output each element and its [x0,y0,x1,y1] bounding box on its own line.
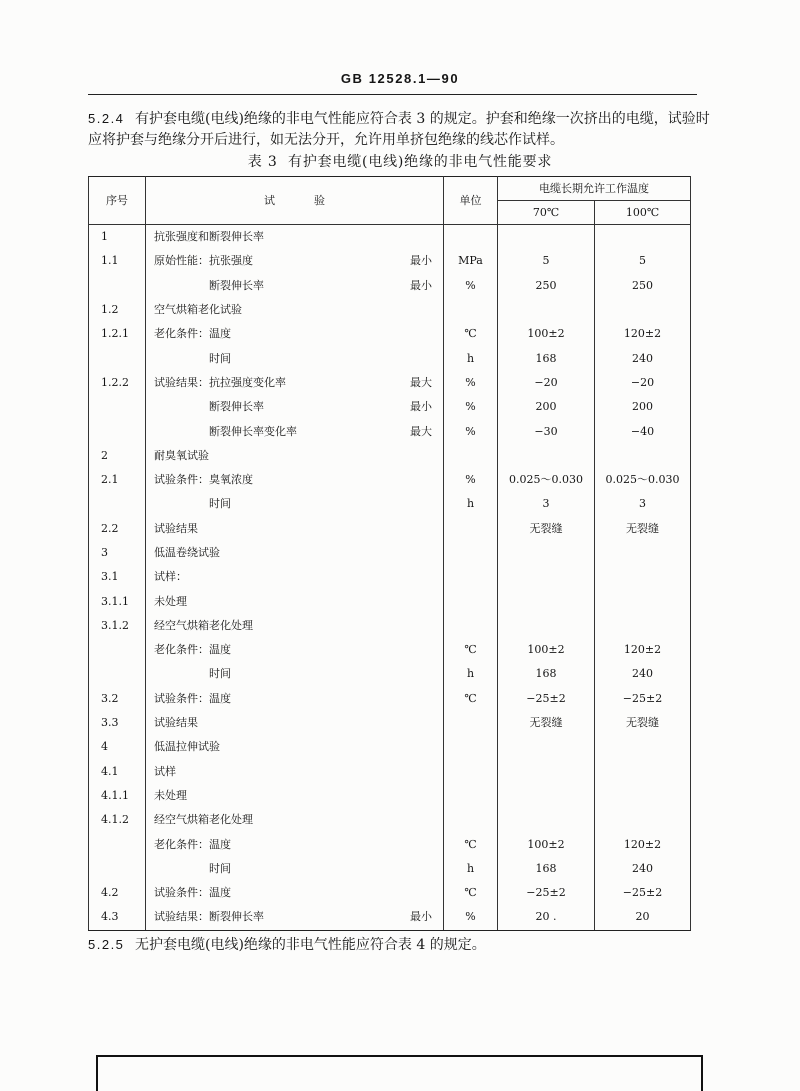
cell-test [146,687,444,711]
test-item-label: 试验结果：断裂伸长率 [154,910,264,924]
cell-value-70c: 250 [498,274,595,298]
test-item-label: 经空气烘箱老化处理 [154,813,253,827]
table-row [89,444,691,468]
header-rule [88,94,697,95]
header-test-label: 试验 [264,193,364,207]
cell-value-100c: 20 [595,905,691,930]
test-item [154,353,432,365]
cell-test [146,565,444,589]
cell-serial-number: 3.2 [89,687,146,711]
clause-number: 5.2.5 [88,937,125,952]
test-item-label: 空气烘箱老化试验 [154,303,242,317]
cell-unit [444,735,498,759]
cell-value-100c: 5 [595,249,691,273]
cell-test [146,832,444,856]
cell-serial-number: 4 [89,735,146,759]
cell-value-100c: −25±2 [595,881,691,905]
table-row [89,881,691,905]
cell-test [146,322,444,346]
cell-value-70c: 168 [498,662,595,686]
cell-value-100c: 240 [595,346,691,370]
cell-unit: h [444,662,498,686]
header-unit: 单位 [444,177,498,225]
cell-value-70c [498,444,595,468]
cell-serial-number: 4.1.1 [89,784,146,808]
cell-serial-number: 4.2 [89,881,146,905]
cell-test [146,905,444,930]
cell-unit [444,760,498,784]
test-item [154,474,432,486]
test-item [154,377,432,389]
cell-value-100c: −25±2 [595,687,691,711]
clause-text: 有护套电缆(电线)绝缘的非电气性能应符合表 3 的规定。护套和绝缘一次挤出的电缆，试验时 [135,111,710,127]
cell-serial-number: 3 [89,541,146,565]
cell-test [146,274,444,298]
test-item-label: 断裂伸长率 [209,278,264,292]
test-item [154,790,432,802]
cell-value-70c: −25±2 [498,687,595,711]
test-item [154,523,432,535]
table-row [89,662,691,686]
cell-test [146,444,444,468]
cell-test [146,225,444,250]
table-row [89,468,691,492]
cell-serial-number [89,419,146,443]
table-row [89,541,691,565]
header-temp-70c: 70℃ [498,201,595,225]
test-item-label: 试验条件：温度 [154,886,231,900]
cell-test [146,662,444,686]
cell-test [146,808,444,832]
cell-test [146,735,444,759]
cell-value-70c: 200 [498,395,595,419]
test-item [154,450,432,462]
cell-value-70c: 3 [498,492,595,516]
test-item [154,231,432,243]
cell-unit [444,444,498,468]
cell-serial-number [89,395,146,419]
cell-value-100c [595,589,691,613]
cell-unit: % [444,371,498,395]
test-item [154,911,432,923]
table-row [89,346,691,370]
table-row [89,784,691,808]
cell-serial-number [89,857,146,881]
cell-value-100c [595,225,691,250]
limit-label: 最小 [410,254,432,268]
cell-value-100c [595,614,691,638]
test-item-label: 试验结果 [154,521,198,535]
test-item [154,814,432,826]
table-row [89,371,691,395]
cell-test [146,298,444,322]
cell-value-70c: 5 [498,249,595,273]
header-temp-100c: 100℃ [595,201,691,225]
cell-value-100c: 250 [595,274,691,298]
cell-value-70c: 100±2 [498,638,595,662]
clause-line: 应将护套与绝缘分开后进行，如无法分开，允许用单挤包绝缘的线芯作试样。 [88,132,564,148]
cell-test [146,881,444,905]
test-item-label: 试验结果：抗拉强度变化率 [154,375,286,389]
cell-unit [444,298,498,322]
test-item [154,255,432,267]
cell-test [146,760,444,784]
cell-value-100c: 无裂缝 [595,711,691,735]
cell-value-100c: 240 [595,857,691,881]
table-row [89,249,691,273]
cell-value-70c: 20 . [498,905,595,930]
cell-value-100c [595,808,691,832]
test-item [154,498,432,510]
cell-test [146,249,444,273]
cell-test [146,419,444,443]
test-item [154,668,432,680]
cell-value-70c [498,589,595,613]
cell-test [146,541,444,565]
cell-unit: ℃ [444,322,498,346]
cell-unit [444,589,498,613]
cell-unit: h [444,492,498,516]
cell-test [146,346,444,370]
test-item-label: 老化条件：温度 [154,837,231,851]
cell-value-100c: 3 [595,492,691,516]
cell-serial-number [89,832,146,856]
cell-value-70c [498,735,595,759]
cell-value-100c [595,541,691,565]
cell-unit: ℃ [444,638,498,662]
table-row [89,565,691,589]
test-item-label: 试验条件：臭氧浓度 [154,473,253,487]
table-row [89,808,691,832]
table-row [89,322,691,346]
cell-serial-number: 1.1 [89,249,146,273]
test-item [154,280,432,292]
test-item [154,644,432,656]
table-row [89,711,691,735]
test-item-label: 老化条件：温度 [154,643,231,657]
table-body [89,225,691,931]
clause-5-2-5 [88,934,708,956]
table-row [89,832,691,856]
cell-serial-number: 3.3 [89,711,146,735]
cell-value-70c: 168 [498,857,595,881]
test-item-label: 试样： [154,570,187,584]
test-item [154,304,432,316]
cell-serial-number [89,662,146,686]
cell-value-100c: −20 [595,371,691,395]
cell-test [146,395,444,419]
test-item-label: 时间 [209,861,231,875]
cell-unit: ℃ [444,832,498,856]
cell-serial-number: 1.2.1 [89,322,146,346]
cell-value-100c: 120±2 [595,638,691,662]
limit-label: 最小 [410,400,432,414]
bottom-frame [96,1055,703,1091]
cell-test [146,711,444,735]
cell-unit [444,784,498,808]
cell-serial-number [89,638,146,662]
cell-test [146,857,444,881]
test-item-label: 试验结果 [154,716,198,730]
test-item [154,596,432,608]
test-item-label: 经空气烘箱老化处理 [154,618,253,632]
test-item-label: 老化条件：温度 [154,327,231,341]
cell-unit [444,614,498,638]
cell-unit [444,711,498,735]
cell-unit: h [444,857,498,881]
test-item-label: 低温卷绕试验 [154,546,220,559]
test-item [154,741,432,753]
table-row [89,638,691,662]
cell-unit: h [444,346,498,370]
limit-label: 最大 [410,424,432,438]
cell-value-70c [498,760,595,784]
clause-number: 5.2.4 [88,111,125,126]
test-item-label: 断裂伸长率变化率 [209,424,297,438]
cell-unit [444,517,498,541]
cell-value-70c: 0.025～0.030 [498,468,595,492]
header-temperature-group: 电缆长期允许工作温度 [498,177,691,201]
test-item-label: 时间 [209,667,231,681]
table-row [89,517,691,541]
cell-unit: % [444,395,498,419]
cell-serial-number: 4.1.2 [89,808,146,832]
table-row [89,614,691,638]
cell-value-100c: 120±2 [595,322,691,346]
cell-value-70c: −25±2 [498,881,595,905]
table-row [89,735,691,759]
cell-value-70c: −20 [498,371,595,395]
cell-serial-number: 1.2.2 [89,371,146,395]
test-item [154,766,432,778]
clause-line [88,108,708,130]
test-item-label: 试样 [154,764,176,778]
table-row [89,905,691,930]
cell-serial-number: 1 [89,225,146,250]
cell-value-70c: 168 [498,346,595,370]
test-item-label: 原始性能：抗张强度 [154,254,253,268]
cell-test [146,784,444,808]
test-item [154,620,432,632]
cell-value-100c: 无裂缝 [595,517,691,541]
test-item [154,571,432,583]
cell-value-70c: 100±2 [498,832,595,856]
cell-value-100c: 0.025～0.030 [595,468,691,492]
cell-value-100c: 120±2 [595,832,691,856]
cell-value-70c [498,225,595,250]
header-serial-number: 序号 [89,177,146,225]
cell-unit: MPa [444,249,498,273]
cell-value-70c [498,565,595,589]
cell-value-100c [595,298,691,322]
cell-value-100c [595,760,691,784]
test-item [154,426,432,438]
cell-value-70c [498,298,595,322]
cell-unit [444,225,498,250]
test-item-label: 耐臭氧试验 [154,448,209,462]
test-item [154,547,432,559]
table-title: 表 3 有护套电缆(电线)绝缘的非电气性能要求 [247,154,553,170]
cell-serial-number [89,274,146,298]
cell-unit: % [444,905,498,930]
test-item-label: 未处理 [154,594,187,608]
test-item [154,887,432,899]
test-item [154,328,432,340]
table-header-row [89,177,691,201]
test-item-label: 断裂伸长率 [209,400,264,414]
test-item [154,401,432,413]
cell-test [146,492,444,516]
cell-test [146,517,444,541]
cell-value-70c: 无裂缝 [498,517,595,541]
cell-test [146,589,444,613]
test-item-label: 时间 [209,497,231,511]
cell-value-100c [595,565,691,589]
cell-value-100c [595,444,691,468]
test-item [154,693,432,705]
test-item [154,839,432,851]
cell-test [146,638,444,662]
cell-value-100c: 200 [595,395,691,419]
header-test [146,177,444,225]
table-row [89,492,691,516]
table-row [89,589,691,613]
table-row [89,395,691,419]
test-item-label: 时间 [209,351,231,365]
cell-test [146,371,444,395]
cell-value-70c: 无裂缝 [498,711,595,735]
table-row [89,298,691,322]
cell-unit: % [444,274,498,298]
test-item [154,863,432,875]
table-row [89,225,691,250]
test-item-label: 抗张强度和断裂伸长率 [154,230,264,244]
cell-value-70c [498,784,595,808]
test-item-label: 低温拉伸试验 [154,740,220,754]
cell-serial-number: 3.1 [89,565,146,589]
cell-test [146,614,444,638]
table-row [89,419,691,443]
test-item [154,717,432,729]
cell-value-100c [595,735,691,759]
cell-serial-number [89,346,146,370]
table-row [89,274,691,298]
cell-value-100c: −40 [595,419,691,443]
table-row [89,760,691,784]
cell-unit: ℃ [444,881,498,905]
limit-label: 最小 [410,910,432,924]
cell-value-100c: 240 [595,662,691,686]
cell-serial-number: 4.1 [89,760,146,784]
cell-serial-number: 2.1 [89,468,146,492]
test-item-label: 未处理 [154,788,187,802]
cell-serial-number [89,492,146,516]
cell-value-70c [498,614,595,638]
cell-value-70c: 100±2 [498,322,595,346]
test-item-label: 试验条件：温度 [154,691,231,705]
cell-value-70c: −30 [498,419,595,443]
cell-serial-number: 1.2 [89,298,146,322]
limit-label: 最大 [410,375,432,389]
standard-code: GB 12528.1—90 [340,71,460,86]
table-row [89,857,691,881]
cell-serial-number: 2.2 [89,517,146,541]
cell-unit: % [444,468,498,492]
cell-serial-number: 4.3 [89,905,146,930]
cell-value-70c [498,808,595,832]
cell-serial-number: 2 [89,444,146,468]
cell-unit: ℃ [444,687,498,711]
cell-unit [444,808,498,832]
limit-label: 最小 [410,278,432,292]
cell-serial-number: 3.1.2 [89,614,146,638]
clause-text: 无护套电缆(电线)绝缘的非电气性能应符合表 4 的规定。 [135,937,486,953]
cell-value-100c [595,784,691,808]
cell-unit [444,541,498,565]
cell-unit [444,565,498,589]
cell-serial-number: 3.1.1 [89,589,146,613]
cell-test [146,468,444,492]
clause-5-2-4 [88,108,708,151]
requirements-table [88,176,691,931]
table-row [89,687,691,711]
cell-value-70c [498,541,595,565]
cell-unit: % [444,419,498,443]
